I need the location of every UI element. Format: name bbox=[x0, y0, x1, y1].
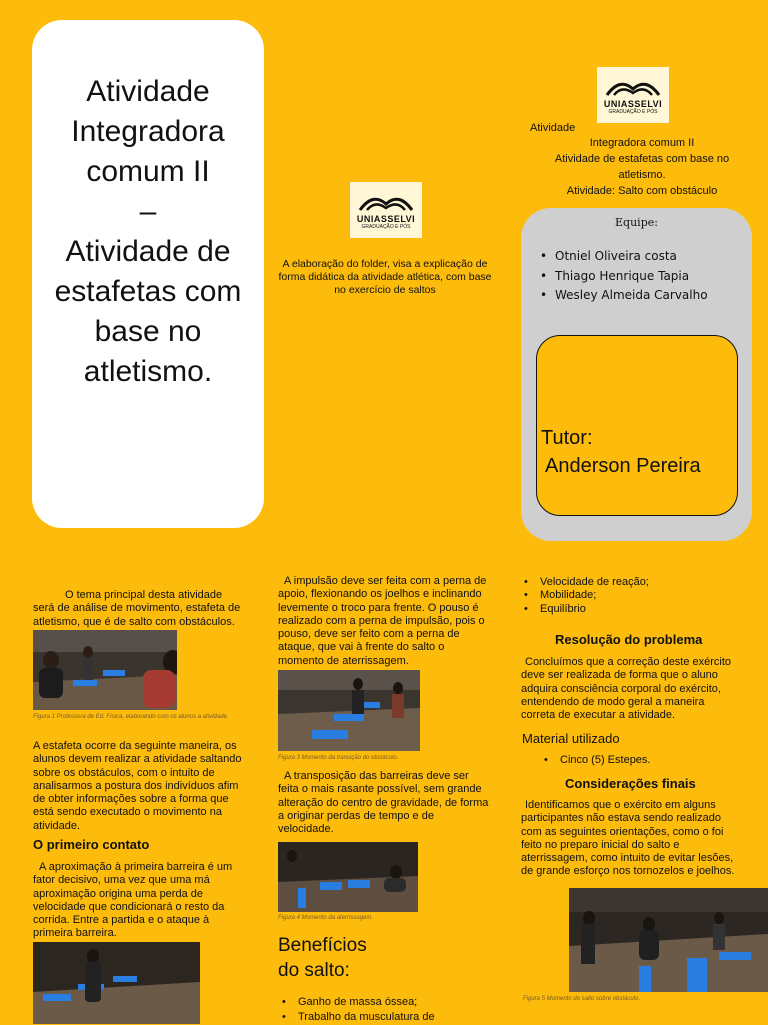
team-list bbox=[540, 247, 708, 306]
logo-sub-text: GRADUAÇÃO E PÓS bbox=[608, 109, 658, 115]
col3-bullets bbox=[520, 576, 740, 616]
material-item: • Cinco (5) Estepes. bbox=[540, 754, 650, 767]
col1-intro: O tema principal desta atividade será de análise de movimento, estafeta de atletismo, que é de salto com obstáculos. bbox=[33, 589, 241, 628]
bullet-item: • Velocidade de reação; bbox=[520, 576, 740, 589]
logo-sub-text: GRADUAÇÃO E PÓS bbox=[361, 224, 411, 230]
team-heading: Equipe: bbox=[615, 216, 658, 229]
resolution-heading: Resolução do problema bbox=[555, 632, 703, 647]
logo-brand-text: UNIASSELVI bbox=[603, 99, 663, 109]
book-wings-icon bbox=[357, 190, 415, 214]
uniasselvi-logo-middle bbox=[350, 182, 422, 238]
material-heading: Material utilizado bbox=[522, 731, 620, 746]
final-text: Identificamos que o exército em alguns participantes não estava sendo realizado com as seguintes orientações, como o foi feito no preparo inicial do salto e aterrissagem, como intuito de evitar lesões, de grande esforço nos tornozelos e joelhos. bbox=[521, 799, 735, 878]
resolution-text: Concluímos que a correção deste exército deve ser realizada de forma que o aluno adquira consciência corporal do exército, entendendo de modo geral a maneira correta de executar a atividade. bbox=[521, 656, 732, 722]
figure-3-caption: Figura 3 Momento da transição do obstáculo. bbox=[278, 755, 399, 761]
tutor-label: Tutor: bbox=[541, 427, 593, 449]
right-header-l3: Atividade de estafetas com base no bbox=[554, 153, 730, 165]
col2-paragraph-1: A impulsão deve ser feita com a perna de apoio, flexionando os joelhos e inclinando levemente o troco para frente. O pouso é realizado com a perna de impulsão, pois o pouso, deve ser feito com a perna de ataque, que vai à frente do salto o momento de aterrissagem. bbox=[278, 575, 487, 667]
team-member: • Thiago Henrique Tapia bbox=[540, 267, 708, 287]
figure-3-photo bbox=[278, 670, 420, 751]
benefits-heading-line-2: do salto: bbox=[278, 960, 350, 981]
figure-4-photo bbox=[278, 842, 418, 912]
col2-paragraph-2: A transposição das barreiras deve ser feita o mais rasante possível, sem grande alteração do centro de gravidade, de forma a originar perdas de tempo e de velocidade. bbox=[278, 770, 489, 836]
figure-2-photo bbox=[33, 942, 200, 1024]
figure-1-photo bbox=[33, 630, 177, 710]
middle-intro: A elaboração do folder, visa a explicação de forma didática da atividade atlética, com base no exercício de saltos bbox=[278, 258, 492, 296]
benefit-item: • Trabalho da musculatura de bbox=[278, 1011, 490, 1024]
figure-1-caption: Figura 1 Professora de Ed. Física, elaborando com os alunos a atividade. bbox=[33, 714, 229, 720]
figure-5-photo bbox=[569, 888, 768, 992]
bullet-item: • Equilíbrio bbox=[520, 603, 740, 616]
main-title: Atividade Integradora comum II – Atividade de estafetas com base no atletismo. bbox=[54, 75, 242, 388]
section-heading-primeiro-contato: O primeiro contato bbox=[33, 837, 150, 852]
team-member: • Otniel Oliveira costa bbox=[540, 247, 708, 267]
team-member: • Wesley Almeida Carvalho bbox=[540, 286, 708, 306]
benefits-heading-line-1: Benefícios bbox=[278, 935, 367, 956]
figure-4-caption: Figura 4 Momento da aterrissagem. bbox=[278, 915, 374, 921]
benefit-item: • Ganho de massa óssea; bbox=[278, 996, 490, 1009]
right-header-l5: Atividade: Salto com obstáculo bbox=[566, 185, 718, 197]
col1-paragraph-3: A aproximação à primeira barreira é um fator decisivo, uma vez que uma má aproximação origina uma perda de velocidade que condicionará o resto da corrida. Entre a partida e o ataque à primeira barreira. bbox=[33, 861, 233, 940]
right-header-l1: Atividade bbox=[530, 122, 576, 134]
final-heading: Considerações finais bbox=[565, 776, 696, 791]
right-header-l4: atletismo. bbox=[618, 169, 666, 181]
tutor-name: Anderson Pereira bbox=[545, 455, 701, 477]
figure-5-caption: Figura 5 Momento do salto sobre obstáculo. bbox=[523, 996, 641, 1002]
material-list bbox=[540, 754, 650, 767]
right-header-l2: Integradora comum II bbox=[589, 137, 695, 149]
book-wings-icon bbox=[604, 75, 662, 99]
col1-paragraph-2: A estafeta ocorre da seguinte maneira, os alunos devem realizar a atividade saltando sobre os obstáculos, com o intuito de analisarmos a postura dos indivíduos afim de obter informações sobre a forma que está sendo executado o movimento na atividade. bbox=[33, 740, 242, 832]
logo-brand-text: UNIASSELVI bbox=[356, 214, 416, 224]
title-panel bbox=[32, 20, 264, 528]
benefits-list bbox=[278, 996, 490, 1025]
bullet-item: • Mobilidade; bbox=[520, 589, 740, 602]
uniasselvi-logo-right bbox=[597, 67, 669, 123]
